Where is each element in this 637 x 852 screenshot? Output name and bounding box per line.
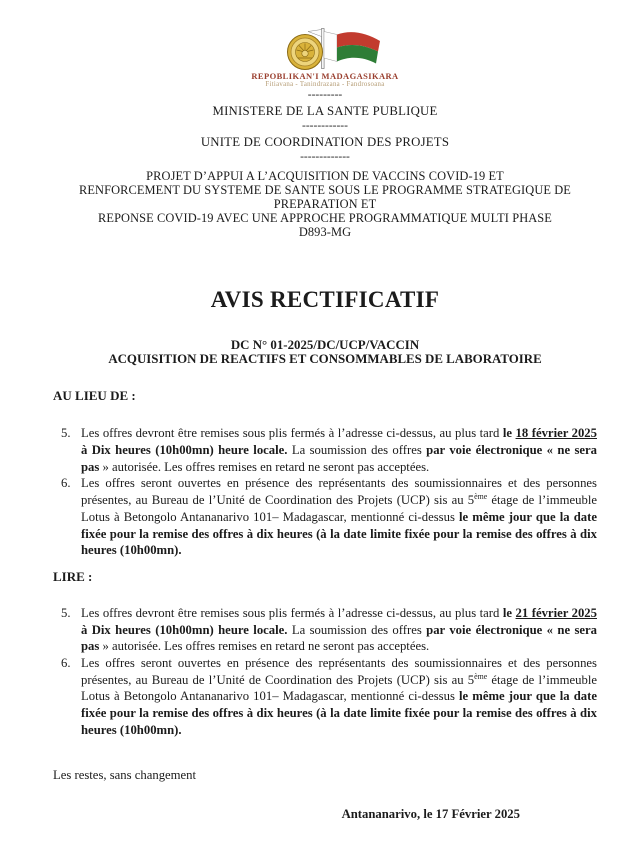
madagascar-seal-flag-icon bbox=[53, 28, 597, 70]
coordination-unit-name: UNITE DE COORDINATION DES PROJETS bbox=[200, 135, 450, 149]
list-item bbox=[61, 425, 597, 475]
procurement-object: ACQUISITION DE REACTIFS ET CONSOMMABLES DE LABORATOIRE bbox=[108, 351, 542, 366]
item-number: 5. bbox=[61, 426, 71, 441]
project-title bbox=[53, 170, 597, 240]
project-title-line: PROJET D’APPUI A L’ACQUISITION DE VACCINS COVID-19 ET bbox=[146, 169, 504, 183]
national-motto: Fitiavana - Tanindrazana - Fandrosoana bbox=[265, 81, 385, 88]
reference-block bbox=[53, 338, 597, 367]
letterhead bbox=[53, 28, 597, 240]
project-title-line: RENFORCEMENT DU SYSTEME DE SANTE SOUS LE PROGRAMME STRATEGIQUE DE bbox=[79, 182, 571, 197]
date-line: Antananarivo, le 17 Février 2025 bbox=[341, 806, 520, 821]
national-emblem bbox=[53, 28, 597, 88]
item-list bbox=[53, 425, 597, 559]
item-text: Les offres devront être remises sous plis fermés à l’adresse ci-dessus, au plus tard le 21 février 2025 à Dix heures (10h00mn) heure locale. La soumission des offres par voie électronique « ne sera pas » autorisée. Les offres remises en retard ne seront pas acceptées. bbox=[81, 605, 598, 654]
section-lire bbox=[53, 569, 597, 739]
project-title-line: PREPARATION ET bbox=[273, 196, 377, 211]
item-text: Les offres seront ouvertes en présence des représentants des soumissionnaires et des personnes présentes, au Bureau de l’Unité de Coordination des Projets (UCP) sis au 5ème étage de l’immeuble Lotus à Betongolo Antananarivo 101– Madagascar, mentionné ci-dessus le même jour que la date fixée pour la remise des offres à dix heures (à la date limite fixée pour la remise des offres à dix heures (10h00mn). bbox=[81, 656, 598, 737]
section-heading: AU LIEU DE : bbox=[53, 388, 136, 404]
project-title-line: D893-MG bbox=[298, 224, 352, 239]
list-item bbox=[61, 475, 597, 559]
ministry-name: MINISTERE DE LA SANTE PUBLIQUE bbox=[212, 104, 438, 118]
document-title: AVIS RECTIFICATIF bbox=[210, 286, 440, 312]
item-number: 6. bbox=[61, 476, 71, 491]
separator-dashes: ------------ bbox=[302, 120, 348, 132]
reference-number: DC N° 01-2025/DC/UCP/VACCIN bbox=[230, 337, 420, 352]
section-heading: LIRE : bbox=[53, 568, 93, 584]
separator-dashes: --------- bbox=[307, 89, 343, 101]
closing-note: Les restes, sans changement bbox=[53, 767, 197, 782]
item-text: Les offres devront être remises sous plis fermés à l’adresse ci-dessus, au plus tard le 18 février 2025 à Dix heures (10h00mn) heure locale. La soumission des offres par voie électronique « ne sera pas » autorisée. Les offres remises en retard ne seront pas acceptées. bbox=[81, 426, 598, 474]
item-number: 6. bbox=[61, 656, 71, 671]
republic-name: REPOBLIKAN'I MADAGASIKARA bbox=[251, 71, 399, 81]
item-text: Les offres seront ouvertes en présence des représentants des soumissionnaires et des personnes présentes, au Bureau de l’Unité de Coordination des Projets (UCP) sis au 5ème étage de l’immeuble Lotus à Betongolo Antananarivo 101– Madagascar, mentionné ci-dessus le même jour que la date fixée pour la remise des offres à dix heures (à la date limite fixée pour la remise des offres à dix heures (10h00mn). bbox=[81, 476, 598, 558]
separator-dashes: ------------- bbox=[300, 151, 350, 163]
list-item bbox=[61, 605, 597, 655]
item-list bbox=[53, 605, 597, 739]
list-item bbox=[61, 655, 597, 739]
project-title-line: REPONSE COVID-19 AVEC UNE APPROCHE PROGRAMMATIQUE MULTI PHASE bbox=[98, 210, 552, 225]
section-au-lieu-de bbox=[53, 388, 597, 559]
item-number: 5. bbox=[61, 605, 71, 620]
